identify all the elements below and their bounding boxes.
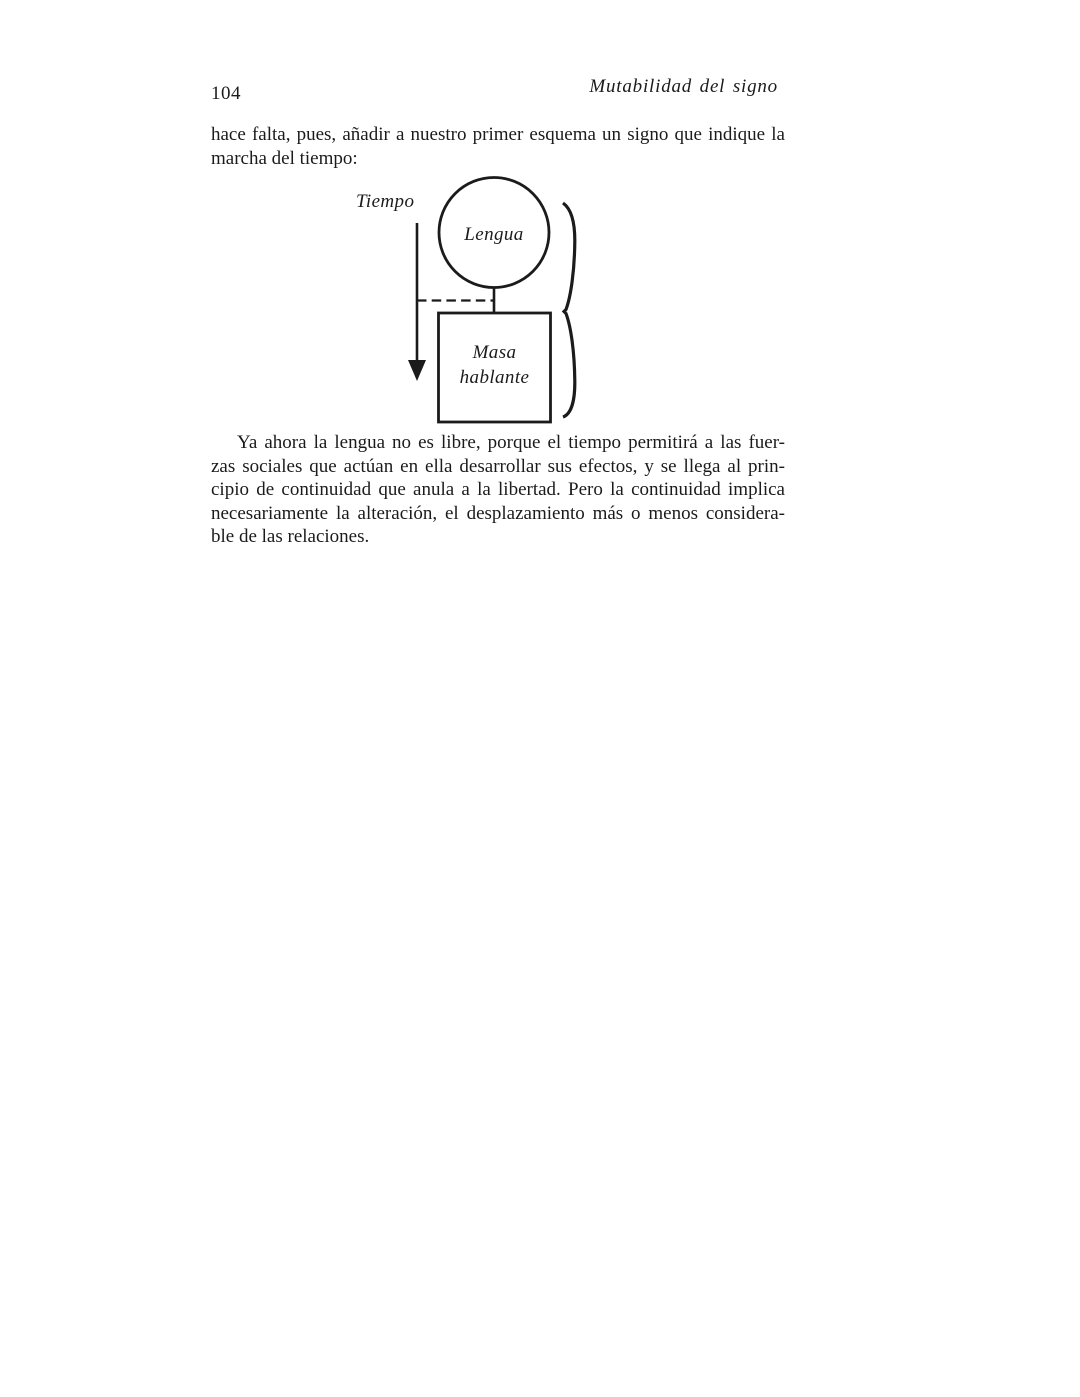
tiempo-label: Tiempo — [356, 191, 415, 212]
text-line: zas sociales que actúan en ella desarrollar sus efectos, y se llega al prin- — [211, 455, 785, 477]
paragraph-intro — [211, 123, 785, 170]
paragraph-body — [211, 431, 785, 549]
masa-hablante-label — [438, 340, 551, 390]
time-arrow-head — [408, 360, 426, 381]
lengua-label: Lengua — [464, 224, 524, 245]
time-language-diagram — [340, 170, 590, 435]
text-line: hace falta, pues, añadir a nuestro primer esquema un signo que indique la — [211, 124, 785, 145]
running-header: Mutabilidad del signo — [589, 76, 778, 97]
text-line: marcha del tiempo: — [211, 147, 358, 169]
text-line: Ya ahora la lengua no es libre, porque el tiempo permitirá a las fuer- — [237, 432, 785, 453]
curly-brace — [563, 203, 575, 417]
masa-label-line: hablante — [459, 367, 530, 388]
text-line: cipio de continuidad que anula a la libertad. Pero la continuidad implica — [211, 479, 785, 500]
text-line: ble de las relaciones. — [211, 526, 370, 547]
page-number: 104 — [211, 83, 241, 104]
text-line: necesariamente la alteración, el desplazamiento más o menos considera- — [211, 502, 785, 524]
masa-label-line: Masa — [472, 342, 517, 363]
